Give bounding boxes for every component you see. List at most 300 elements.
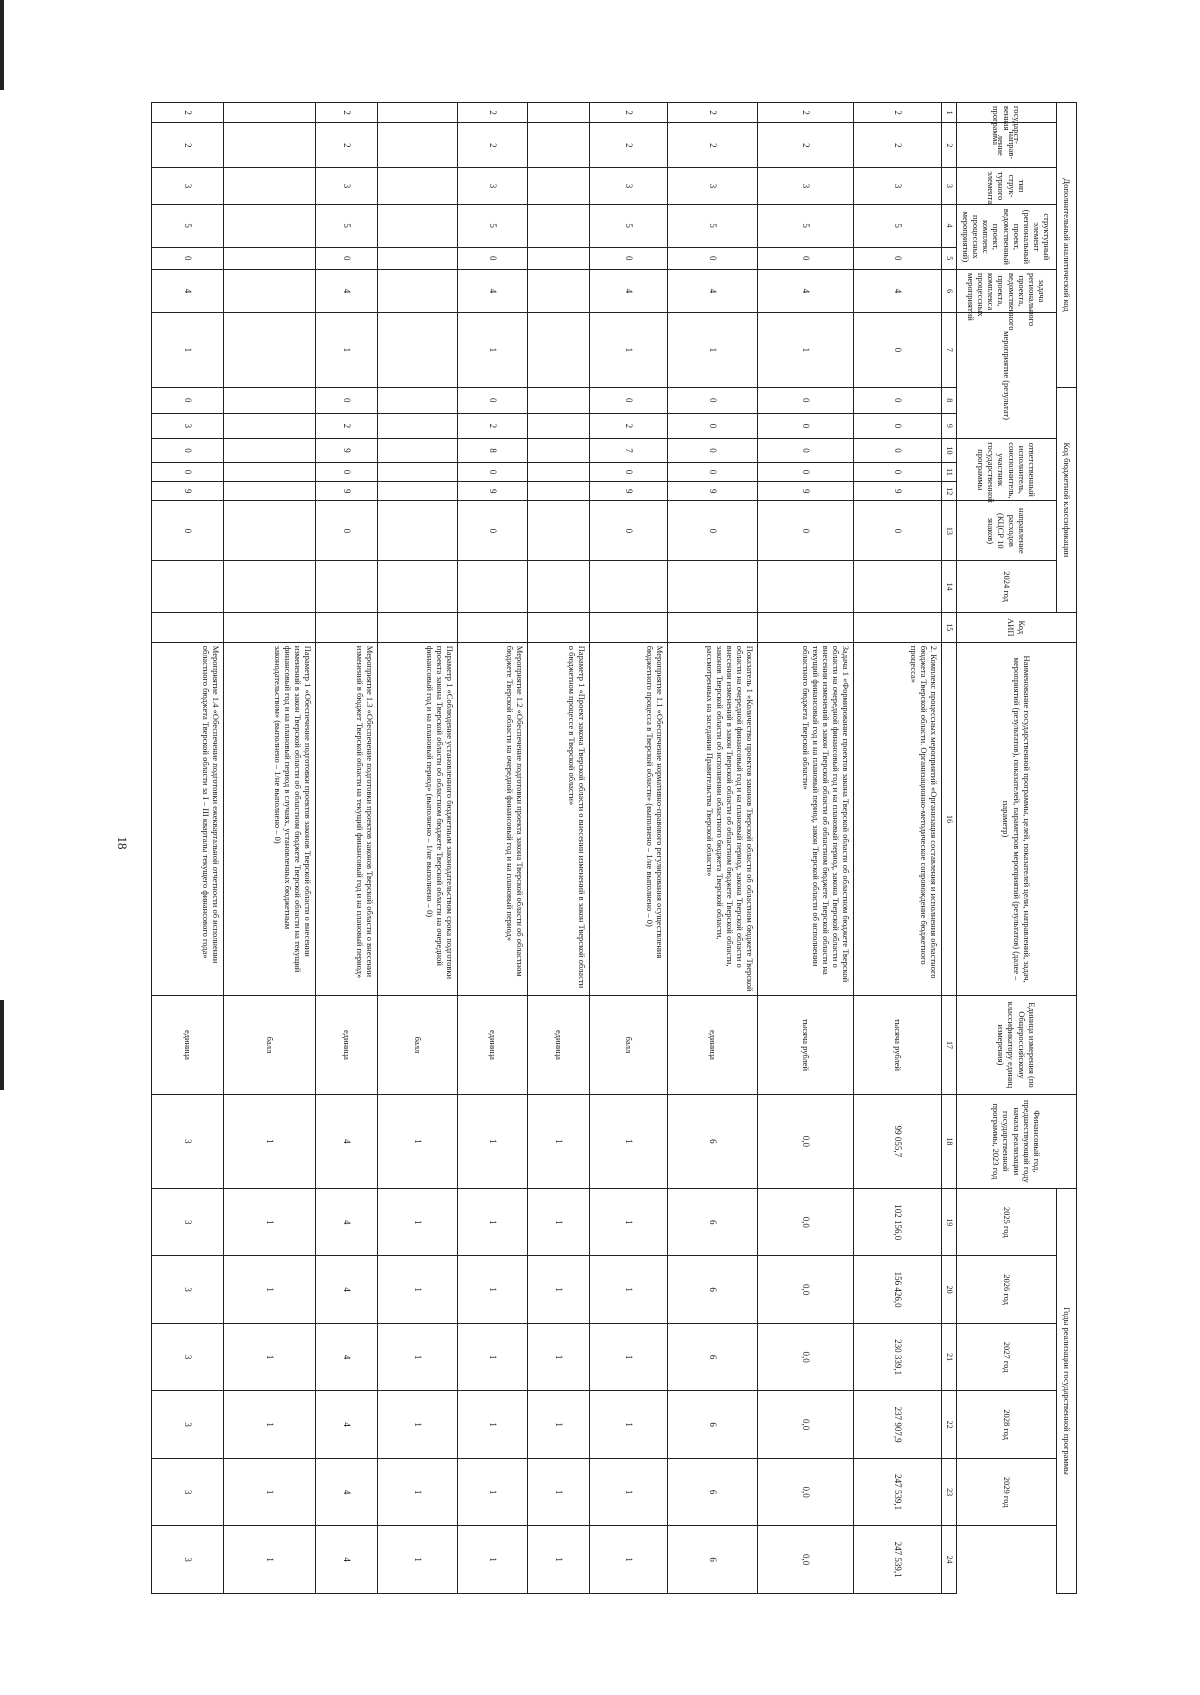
year-value-cell: 1 — [528, 1323, 590, 1390]
header-year-2029: 2029 год — [957, 1458, 1057, 1525]
year-value-cell: 3 — [152, 1458, 224, 1525]
year-value-cell: 4 — [316, 1256, 378, 1323]
column-number: 9 — [942, 413, 957, 439]
code-cell-c13: 0 — [316, 501, 378, 561]
column-number: 12 — [942, 482, 957, 501]
table-row — [854, 103, 942, 1594]
header-structure-element: структурный элемент (региональный проект, ведомственный проект, комплекс процессных мероприятий) — [957, 204, 1057, 269]
year-value-cell: 1 — [224, 1458, 316, 1525]
code-cell-c11: 0 — [854, 462, 942, 481]
code-cell-c5: 0 — [854, 247, 942, 269]
code-cell-c11: 0 — [458, 462, 528, 481]
code-cell-c1 — [224, 103, 316, 123]
code-cell-c13: 0 — [758, 501, 854, 561]
code-cell-c9: 3 — [152, 413, 224, 439]
header-structure-type: тип струк-турного элемента — [957, 168, 1057, 204]
header-year-2027: 2027 год — [957, 1323, 1057, 1390]
unit-cell: балл — [378, 996, 458, 1095]
code-cell-c2 — [528, 123, 590, 168]
base-year-cell: 3 — [152, 1094, 224, 1188]
code-cell-c14 — [152, 561, 224, 613]
code-cell-c6 — [378, 270, 458, 313]
code-cell-c2 — [378, 123, 458, 168]
table-row — [590, 103, 668, 1594]
column-number: 15 — [942, 612, 957, 642]
header-name: Наименование государственной программы, целей, показателей цели, направлений, задач, мероприятий (результатов), показателей, параметров мероприятий (результатов) (далее – параметр) — [957, 642, 1077, 995]
description-cell: Параметр 1 «Проект закона Тверской области о внесении изменений в закон Тверской области о бюджетном процессе в Тверской области» — [528, 642, 590, 995]
code-cell-c8: 0 — [152, 387, 224, 413]
unit-cell: единица — [458, 996, 528, 1095]
year-value-cell: 237 907,9 — [854, 1391, 942, 1458]
year-value-cell: 1 — [528, 1188, 590, 1255]
year-value-cell: 6 — [668, 1323, 758, 1390]
code-cell-c6: 4 — [316, 270, 378, 313]
header-budget-code: Код бюджетной классификации — [1057, 387, 1077, 612]
code-cell-c4: 5 — [668, 204, 758, 247]
header-executor: ответственный исполнитель, соисполнитель, участник государственной программы — [957, 439, 1057, 501]
code-cell-c1: 2 — [758, 103, 854, 123]
code-cell-c9: 0 — [758, 413, 854, 439]
code-cell-c11: 0 — [758, 462, 854, 481]
code-cell-c10 — [528, 439, 590, 463]
code-cell-c9 — [378, 413, 458, 439]
description-cell: Мероприятие 1.4 «Обеспечение подготовки ежеквартальной отчетности об исполнении областного бюджета Тверской области за I – III кварталы текущего финансового года» — [152, 642, 224, 995]
unit-cell: тысяча рублей — [854, 996, 942, 1095]
description-cell: Мероприятие 1.3 «Обеспечение подготовки проектов законов Тверской области о внесении изменений в бюджет Тверской области на текущий финансовый год и на плановый период» — [316, 642, 378, 995]
code-cell-c1: 2 — [668, 103, 758, 123]
code-cell-c14 — [668, 561, 758, 613]
code-cell-c14 — [528, 561, 590, 613]
code-cell-c13: 0 — [458, 501, 528, 561]
description-cell: Показатель 1 «Количество проектов законов Тверской области об областном бюджете Тверской области на очередной финансовый год и на плановый период, закона Тверской области о внесении изменений в закон Тверской области об областном бюджете Тверской области, законов Тверской области об исполнении областного бюджета Тверской области, рассмотренных на заседании Правительства Тверской области» — [668, 642, 758, 995]
column-number: 19 — [942, 1188, 957, 1255]
column-number: 10 — [942, 439, 957, 463]
code-cell-c7 — [378, 312, 458, 387]
description-cell: Мероприятие 1.2 «Обеспечение подготовки проекта закона Тверской области об областном бюджете Тверской области на очередной финансовый год и на плановый период» — [458, 642, 528, 995]
code-cell-c2: 2 — [758, 123, 854, 168]
code-cell-c15 — [458, 612, 528, 642]
code-cell-c12: 9 — [152, 482, 224, 501]
code-cell-c1 — [378, 103, 458, 123]
code-cell-c3 — [378, 168, 458, 204]
base-year-cell: 1 — [378, 1094, 458, 1188]
code-cell-c5: 0 — [758, 247, 854, 269]
column-number: 17 — [942, 996, 957, 1095]
code-cell-c12: 9 — [590, 482, 668, 501]
column-number: 24 — [942, 1526, 957, 1594]
code-cell-c6: 4 — [590, 270, 668, 313]
code-cell-c7: 1 — [758, 312, 854, 387]
column-number: 6 — [942, 270, 957, 313]
year-value-cell: 1 — [378, 1526, 458, 1594]
page-number: 18 — [115, 836, 130, 850]
year-value-cell: 1 — [378, 1458, 458, 1525]
column-number: 4 — [942, 204, 957, 247]
code-cell-c13: 0 — [854, 501, 942, 561]
code-cell-c14 — [224, 561, 316, 613]
unit-cell: балл — [590, 996, 668, 1095]
code-cell-c7 — [224, 312, 316, 387]
year-value-cell: 0,0 — [758, 1323, 854, 1390]
code-cell-c7: 1 — [590, 312, 668, 387]
column-number: 21 — [942, 1323, 957, 1390]
year-value-cell: 0,0 — [758, 1256, 854, 1323]
code-cell-c11: 0 — [590, 462, 668, 481]
code-cell-c13: 0 — [668, 501, 758, 561]
code-cell-c4: 5 — [316, 204, 378, 247]
header-unit: Единица измерения (по Общероссийскому классификатору единиц измерения) — [957, 996, 1077, 1095]
code-cell-c5 — [224, 247, 316, 269]
table-row — [224, 103, 316, 1594]
unit-cell: единица — [316, 996, 378, 1095]
year-value-cell: 1 — [458, 1256, 528, 1323]
year-value-cell: 247 539,1 — [854, 1526, 942, 1594]
header-year-2028: 2028 год — [957, 1391, 1057, 1458]
year-value-cell: 3 — [152, 1256, 224, 1323]
year-value-cell: 0,0 — [758, 1458, 854, 1525]
year-value-cell: 6 — [668, 1391, 758, 1458]
code-cell-c8 — [224, 387, 316, 413]
code-cell-c8: 0 — [458, 387, 528, 413]
year-value-cell: 1 — [458, 1188, 528, 1255]
unit-cell: единица — [528, 996, 590, 1095]
code-cell-c14 — [378, 561, 458, 613]
description-cell: 2. Комплекс процессных мероприятий «Организация составления и исполнения областного бюджета Тверской области. Организационно-методическое сопровождение бюджетного процесса» — [854, 642, 942, 995]
base-year-cell: 1 — [590, 1094, 668, 1188]
column-number: 13 — [942, 501, 957, 561]
column-number: 16 — [942, 642, 957, 995]
code-cell-c4: 5 — [458, 204, 528, 247]
year-value-cell: 1 — [590, 1391, 668, 1458]
code-cell-c10: 0 — [758, 439, 854, 463]
code-cell-c5 — [528, 247, 590, 269]
year-value-cell: 0,0 — [758, 1391, 854, 1458]
code-cell-c5 — [378, 247, 458, 269]
column-number: 5 — [942, 247, 957, 269]
column-number: 2 — [942, 123, 957, 168]
code-cell-c11 — [378, 462, 458, 481]
code-cell-c6 — [224, 270, 316, 313]
unit-cell: единица — [668, 996, 758, 1095]
year-value-cell: 4 — [316, 1391, 378, 1458]
code-cell-c5: 0 — [458, 247, 528, 269]
column-number: 8 — [942, 387, 957, 413]
column-number: 18 — [942, 1094, 957, 1188]
code-cell-c6: 4 — [152, 270, 224, 313]
code-cell-c1: 2 — [854, 103, 942, 123]
code-cell-c10: 0 — [152, 439, 224, 463]
code-cell-c7 — [528, 312, 590, 387]
code-cell-c4: 5 — [758, 204, 854, 247]
code-cell-c3 — [528, 168, 590, 204]
base-year-cell: 4 — [316, 1094, 378, 1188]
column-number: 23 — [942, 1458, 957, 1525]
header-task: задача регионального проекта, ведомственного проекта, комплекса процессных мероприятий — [957, 270, 1057, 313]
table-row — [378, 103, 458, 1594]
header-year-2024: 2024 год — [957, 561, 1057, 613]
code-cell-c8: 0 — [668, 387, 758, 413]
base-year-cell: 0,0 — [758, 1094, 854, 1188]
code-cell-c3 — [224, 168, 316, 204]
code-cell-c9 — [528, 413, 590, 439]
header-year-2026: 2026 год — [957, 1256, 1057, 1323]
year-value-cell: 230 339,1 — [854, 1323, 942, 1390]
year-value-cell: 247 539,1 — [854, 1458, 942, 1525]
code-cell-c9: 0 — [854, 413, 942, 439]
code-cell-c3: 3 — [316, 168, 378, 204]
code-cell-c14 — [758, 561, 854, 613]
code-cell-c14 — [590, 561, 668, 613]
code-cell-c2 — [224, 123, 316, 168]
column-number: 7 — [942, 312, 957, 387]
header-aip: Код АИП — [957, 612, 1077, 642]
table-row — [458, 103, 528, 1594]
code-cell-c2: 2 — [152, 123, 224, 168]
code-cell-c11 — [528, 462, 590, 481]
code-cell-c10: 0 — [854, 439, 942, 463]
code-cell-c10: 7 — [590, 439, 668, 463]
code-cell-c2: 2 — [668, 123, 758, 168]
code-cell-c12: 9 — [668, 482, 758, 501]
code-cell-c12: 9 — [854, 482, 942, 501]
code-cell-c13 — [224, 501, 316, 561]
code-cell-c2: 2 — [590, 123, 668, 168]
year-value-cell: 1 — [224, 1526, 316, 1594]
code-cell-c7: 1 — [458, 312, 528, 387]
code-cell-c12: 9 — [316, 482, 378, 501]
code-cell-c15 — [590, 612, 668, 642]
code-cell-c11: 0 — [152, 462, 224, 481]
code-cell-c15 — [316, 612, 378, 642]
code-cell-c13: 0 — [590, 501, 668, 561]
code-cell-c4 — [224, 204, 316, 247]
code-cell-c3: 3 — [854, 168, 942, 204]
code-cell-c13 — [378, 501, 458, 561]
column-number: 22 — [942, 1391, 957, 1458]
base-year-cell: 1 — [528, 1094, 590, 1188]
header-base-year: Финансовый год, предшествующий году начала реализации государственной программы, 2023 год — [957, 1094, 1077, 1188]
table-row — [316, 103, 378, 1594]
code-cell-c12: 9 — [458, 482, 528, 501]
year-value-cell: 1 — [378, 1256, 458, 1323]
header-expense-direction: направление расходов (КЦСР 10 знаков) — [957, 501, 1057, 561]
code-cell-c10: 9 — [316, 439, 378, 463]
unit-cell: тысяча рублей — [758, 996, 854, 1095]
description-cell: Задача 1 «Формирование проектов закона Тверской области об областном бюджете Тверской области на очередной финансовый год и на плановый период, закона Тверской области о внесении изменений в закон Тверской области об областном бюджете Тверской области на текущий финансовый год и на плановый период, закон Тверской области об исполнении областного бюджета Тверской области» — [758, 642, 854, 995]
year-value-cell: 1 — [378, 1323, 458, 1390]
code-cell-c15 — [528, 612, 590, 642]
code-cell-c2: 2 — [854, 123, 942, 168]
year-value-cell: 4 — [316, 1188, 378, 1255]
header-additional-code: Дополнительный аналитический код — [1057, 103, 1077, 388]
code-cell-c14 — [316, 561, 378, 613]
year-value-cell: 3 — [152, 1323, 224, 1390]
description-cell: Мероприятие 1.1 «Обеспечение нормативно-правового регулирования осуществления бюджетного процесса в Тверской области» (выполнено – 1/не выполнено – 0) — [590, 642, 668, 995]
year-value-cell: 1 — [590, 1526, 668, 1594]
base-year-cell: 1 — [458, 1094, 528, 1188]
code-cell-c6: 4 — [758, 270, 854, 313]
code-cell-c6: 4 — [668, 270, 758, 313]
year-value-cell: 156 426,0 — [854, 1256, 942, 1323]
code-cell-c7: 1 — [152, 312, 224, 387]
code-cell-c1: 2 — [316, 103, 378, 123]
table-body — [152, 103, 957, 1594]
code-cell-c10 — [378, 439, 458, 463]
code-cell-c15 — [854, 612, 942, 642]
code-cell-c15 — [224, 612, 316, 642]
code-cell-c12 — [224, 482, 316, 501]
year-value-cell: 1 — [458, 1391, 528, 1458]
code-cell-c12 — [528, 482, 590, 501]
code-cell-c11: 0 — [316, 462, 378, 481]
code-cell-c10: 8 — [458, 439, 528, 463]
year-value-cell: 1 — [590, 1256, 668, 1323]
unit-cell: единица — [152, 996, 224, 1095]
year-value-cell: 1 — [590, 1323, 668, 1390]
description-cell: Параметр 1 «Соблюдение установленного бюджетным законодательством срока подготовки проекта закона Тверской области об областном бюджете Тверской области на очередной финансовый год и на плановый период» (выполнено – 1/не выполнено – 0) — [378, 642, 458, 995]
year-value-cell: 102 156,0 — [854, 1188, 942, 1255]
year-value-cell: 4 — [316, 1458, 378, 1525]
base-year-cell: 6 — [668, 1094, 758, 1188]
code-cell-c6 — [528, 270, 590, 313]
code-cell-c11: 0 — [668, 462, 758, 481]
code-cell-c1: 2 — [152, 103, 224, 123]
code-cell-c5: 0 — [152, 247, 224, 269]
year-value-cell: 1 — [528, 1391, 590, 1458]
year-value-cell: 1 — [528, 1458, 590, 1525]
code-cell-c13 — [528, 501, 590, 561]
code-cell-c9: 2 — [458, 413, 528, 439]
code-cell-c8: 0 — [590, 387, 668, 413]
year-value-cell: 1 — [590, 1188, 668, 1255]
column-number: 11 — [942, 462, 957, 481]
code-cell-c3: 3 — [152, 168, 224, 204]
column-number-row — [942, 103, 957, 1594]
code-cell-c15 — [378, 612, 458, 642]
table-row — [152, 103, 224, 1594]
code-cell-c5: 0 — [668, 247, 758, 269]
base-year-cell: 1 — [224, 1094, 316, 1188]
code-cell-c12: 9 — [758, 482, 854, 501]
year-value-cell: 3 — [152, 1188, 224, 1255]
year-value-cell: 1 — [224, 1323, 316, 1390]
code-cell-c4 — [528, 204, 590, 247]
year-value-cell: 3 — [152, 1391, 224, 1458]
code-cell-c12 — [378, 482, 458, 501]
code-cell-c10: 0 — [668, 439, 758, 463]
year-value-cell: 1 — [378, 1391, 458, 1458]
header-years-group: Годы реализации государственной программы — [1057, 1188, 1077, 1593]
code-cell-c7: 0 — [854, 312, 942, 387]
program-table — [151, 102, 1077, 1594]
code-cell-c5: 0 — [316, 247, 378, 269]
code-cell-c3: 3 — [758, 168, 854, 204]
column-number: 3 — [942, 168, 957, 204]
code-cell-c9: 2 — [590, 413, 668, 439]
code-cell-c4: 5 — [590, 204, 668, 247]
year-value-cell: 0,0 — [758, 1188, 854, 1255]
code-cell-c3: 3 — [458, 168, 528, 204]
year-value-cell: 1 — [224, 1256, 316, 1323]
header-direction: направ-ление — [957, 123, 1057, 168]
year-value-cell: 6 — [668, 1458, 758, 1525]
code-cell-c4: 5 — [854, 204, 942, 247]
year-value-cell: 3 — [152, 1526, 224, 1594]
code-cell-c9: 0 — [668, 413, 758, 439]
code-cell-c8: 0 — [854, 387, 942, 413]
header-year-2025: 2025 год — [957, 1188, 1057, 1255]
code-cell-c8 — [378, 387, 458, 413]
scan-edge-middle — [0, 1000, 4, 1090]
code-cell-c6: 4 — [458, 270, 528, 313]
year-value-cell: 1 — [528, 1256, 590, 1323]
code-cell-c3: 3 — [668, 168, 758, 204]
code-cell-c9: 2 — [316, 413, 378, 439]
base-year-cell: 99 055,7 — [854, 1094, 942, 1188]
code-cell-c15 — [152, 612, 224, 642]
year-value-cell: 1 — [378, 1188, 458, 1255]
code-cell-c13: 0 — [152, 501, 224, 561]
year-value-cell: 0,0 — [758, 1526, 854, 1594]
column-number: 20 — [942, 1256, 957, 1323]
code-cell-c8: 0 — [316, 387, 378, 413]
table-row — [758, 103, 854, 1594]
year-value-cell: 1 — [224, 1391, 316, 1458]
code-cell-c8: 0 — [758, 387, 854, 413]
code-cell-c8 — [528, 387, 590, 413]
column-number: 1 — [942, 103, 957, 123]
code-cell-c5: 0 — [590, 247, 668, 269]
description-cell: Параметр 1 «Обеспечение подготовки проектов законов Тверской области о внесении изменений в закон Тверской области об областном бюджете Тверской области на текущий финансовый год и на плановый период в случаях, установленных бюджетным законодательством» (выполнено – 1/не выполнено – 0) — [224, 642, 316, 995]
year-value-cell: 1 — [224, 1188, 316, 1255]
table-row — [668, 103, 758, 1594]
year-value-cell: 1 — [590, 1458, 668, 1525]
code-cell-c2: 2 — [316, 123, 378, 168]
column-number: 14 — [942, 561, 957, 613]
year-value-cell: 4 — [316, 1526, 378, 1594]
code-cell-c11 — [224, 462, 316, 481]
unit-cell: балл — [224, 996, 316, 1095]
code-cell-c1: 2 — [590, 103, 668, 123]
code-cell-c14 — [458, 561, 528, 613]
code-cell-c7: 1 — [316, 312, 378, 387]
scan-edge-top — [0, 0, 4, 90]
code-cell-c3: 3 — [590, 168, 668, 204]
code-cell-c15 — [668, 612, 758, 642]
code-cell-c4: 5 — [152, 204, 224, 247]
year-value-cell: 1 — [458, 1526, 528, 1594]
year-value-cell: 1 — [528, 1526, 590, 1594]
year-value-cell: 6 — [668, 1188, 758, 1255]
code-cell-c10 — [224, 439, 316, 463]
code-cell-c14 — [854, 561, 942, 613]
code-cell-c4 — [378, 204, 458, 247]
year-value-cell: 4 — [316, 1323, 378, 1390]
code-cell-c6: 4 — [854, 270, 942, 313]
year-value-cell: 1 — [458, 1323, 528, 1390]
header-measure: мероприятие (результат) — [957, 312, 1057, 438]
header-program: государст-венная программа — [957, 103, 1057, 123]
code-cell-c1: 2 — [458, 103, 528, 123]
table-row — [528, 103, 590, 1594]
code-cell-c2: 2 — [458, 123, 528, 168]
code-cell-c7: 1 — [668, 312, 758, 387]
code-cell-c15 — [758, 612, 854, 642]
year-value-cell: 1 — [458, 1458, 528, 1525]
rotated-table-wrapper — [177, 102, 1077, 1594]
code-cell-c9 — [224, 413, 316, 439]
code-cell-c1 — [528, 103, 590, 123]
